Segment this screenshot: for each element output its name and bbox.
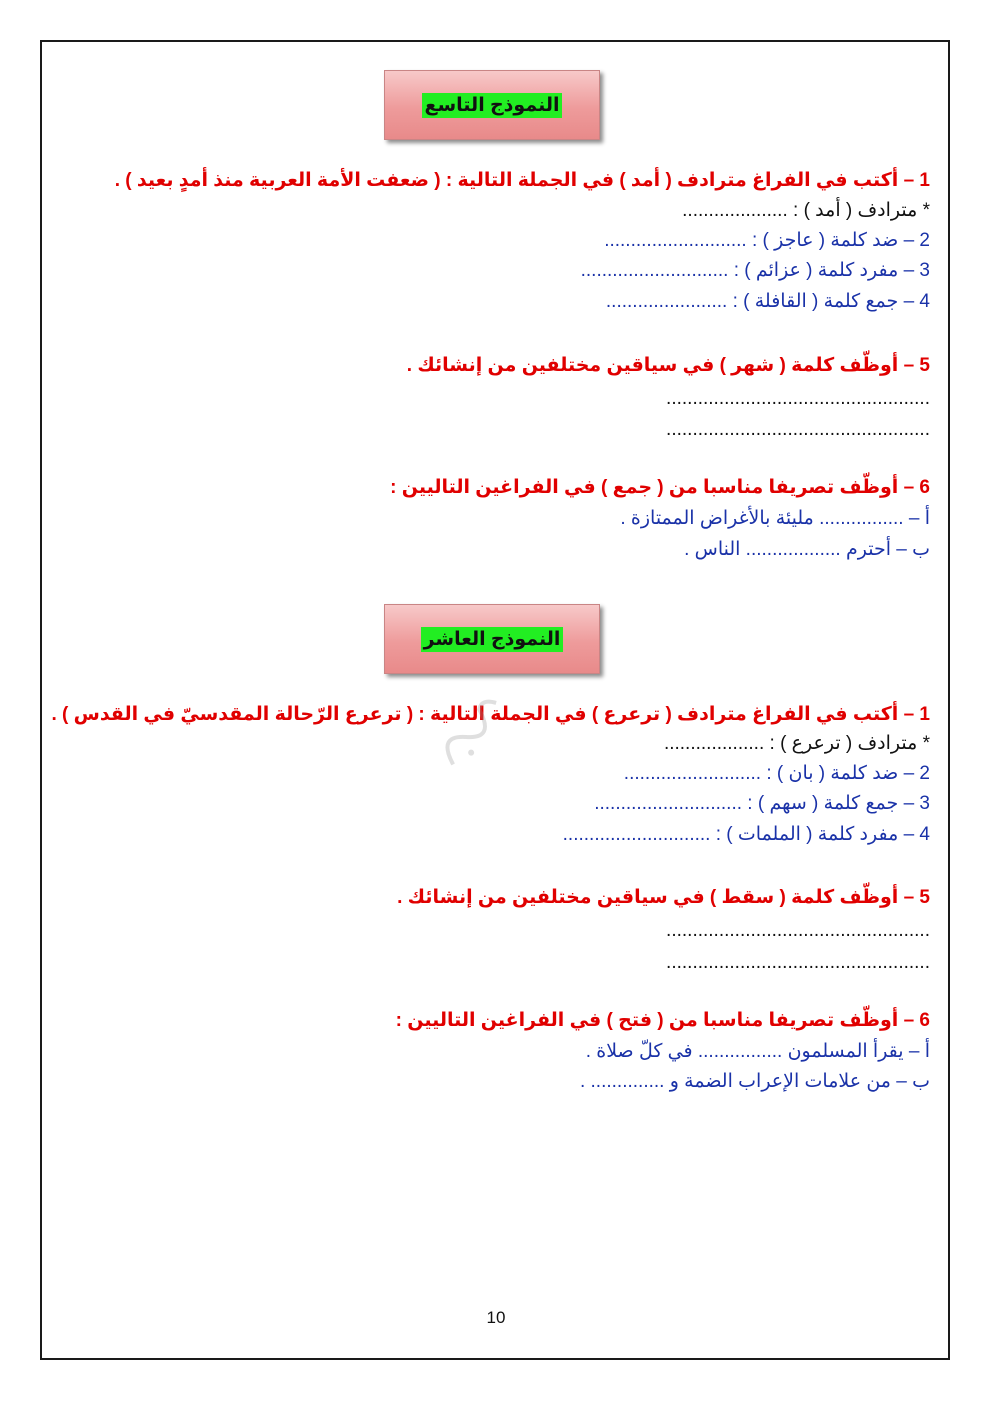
model10-answer-line-2: .................................................. [666,952,930,973]
model9-item-a: أ – ................ مليئة بالأغراض الممتازة . [620,508,930,529]
model10-title: النموذج العاشر [421,627,564,652]
model9-question-5: 5 – أوظّف كلمة ( شهر ) في سياقين مختلفين من إنشائك . [406,355,930,376]
model10-question-5: 5 – أوظّف كلمة ( سقط ) في سياقين مختلفين من إنشائك . [397,887,930,908]
model10-answer-line-1: .................................................. [666,920,930,941]
model9-line-4: 4 – جمع كلمة ( القافلة ) : ....................... [605,291,930,312]
model10-question-1: 1 – أكتب في الفراغ مترادف ( ترعرع ) في الجملة التالية : ( ترعرع الرّحالة المقدسيّ في القدس ) . [51,704,930,725]
model9-title: النموذج التاسع [422,93,563,118]
model10-line-4: 4 – مفرد كلمة ( الملمات ) : ............................ [562,824,930,845]
model9-line-2: 2 – ضد كلمة ( عاجز ) : ........................... [604,230,930,251]
model9-synonym-line: * مترادف ( أمد ) : .................... [682,200,930,221]
model10-item-b: ب – من علامات الإعراب الضمة و .............. . [579,1071,930,1092]
model10-item-a: أ – يقرأ المسلمون ................ في كلّ صلاة . [585,1041,930,1062]
model10-line-3: 3 – جمع كلمة ( سهم ) : ............................ [594,793,930,814]
model10-synonym-line: * مترادف ( ترعرع ) : ................... [663,733,930,754]
model9-title-box [384,70,600,140]
model9-question-1: 1 – أكتب في الفراغ مترادف ( أمد ) في الجملة التالية : ( ضعفت الأمة العربية منذ أمدٍ بعيد ) . [114,170,930,191]
model9-answer-line-2: .................................................. [666,419,930,440]
model9-line-3: 3 – مفرد كلمة ( عزائم ) : ............................ [580,260,930,281]
model10-line-2: 2 – ضد كلمة ( بان ) : .......................... [623,763,930,784]
page-number: 10 [486,1308,506,1327]
model9-item-b: ب – أحترم .................. الناس . [684,539,930,560]
model10-title-box [384,604,600,674]
model9-question-6: 6 – أوظّف تصريفا مناسبا من ( جمع ) في الفراغين التاليين : [390,477,930,498]
model9-answer-line-1: .................................................. [666,388,930,409]
model10-question-6: 6 – أوظّف تصريفا مناسبا من ( فتح ) في الفراغين التاليين : [395,1010,930,1031]
